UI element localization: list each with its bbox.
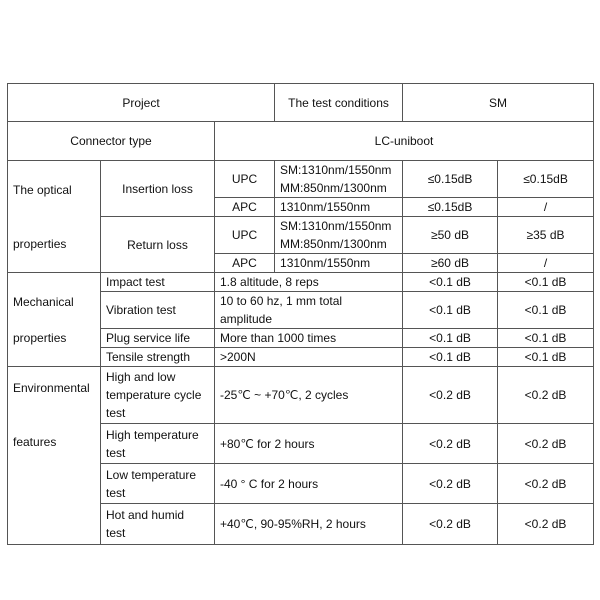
mech-test-1: Vibration test: [101, 292, 215, 329]
env-sm-0: <0.2 dB: [403, 367, 498, 424]
env-mm-2: <0.2 dB: [498, 464, 594, 504]
header-sm: SM: [403, 84, 594, 122]
mech-mm-1: <0.1 dB: [498, 292, 594, 329]
insertion-upc-cond-line1: SM:1310nm/1550nm: [280, 163, 392, 177]
env-test-2: [101, 464, 215, 504]
insertion-upc-polish: UPC: [215, 161, 275, 198]
env-condition-2: -40 ° C for 2 hours: [215, 464, 403, 504]
header-project: Project: [8, 84, 275, 122]
mech-condition-2: More than 1000 times: [215, 329, 403, 348]
return-upc-sm: ≥50 dB: [403, 217, 498, 254]
return-upc-condition: [275, 217, 403, 254]
return-upc-mm: ≥35 dB: [498, 217, 594, 254]
header-test-conditions: The test conditions: [275, 84, 403, 122]
return-loss-label: Return loss: [101, 217, 215, 273]
mech-test-0: Impact test: [101, 273, 215, 292]
env-test-1-line1: High temperature: [106, 427, 199, 442]
mech-condition-1: 10 to 60 hz, 1 mm total amplitude: [215, 292, 403, 329]
insertion-upc-sm: ≤0.15dB: [403, 161, 498, 198]
return-apc-mm: /: [498, 254, 594, 273]
connector-row: [8, 122, 594, 161]
header-row: [8, 84, 594, 122]
mech-sm-3: <0.1 dB: [403, 348, 498, 367]
optical-label-line2: properties: [13, 236, 67, 251]
environmental-label-line2: features: [13, 435, 57, 449]
env-test-3-line2: test: [106, 526, 126, 540]
return-upc-polish: UPC: [215, 217, 275, 254]
insertion-apc-polish: APC: [215, 198, 275, 217]
mechanical-label-line2: properties: [13, 330, 67, 345]
mech-test-2: Plug service life: [101, 329, 215, 348]
mech-sm-1: <0.1 dB: [403, 292, 498, 329]
insertion-upc-cond-line2: MM:850nm/1300nm: [280, 181, 387, 195]
env-sm-2: <0.2 dB: [403, 464, 498, 504]
mech-mm-2: <0.1 dB: [498, 329, 594, 348]
env-sm-1: <0.2 dB: [403, 424, 498, 464]
return-upc-cond-line2: MM:850nm/1300nm: [280, 237, 387, 251]
mechanical-section-label: [8, 273, 101, 367]
mechanical-label-line1: Mechanical: [13, 294, 74, 309]
mech-test-3: Tensile strength: [101, 348, 215, 367]
env-test-2-line2: test: [106, 485, 126, 500]
mech-sm-2: <0.1 dB: [403, 329, 498, 348]
env-condition-1: +80℃ for 2 hours: [215, 424, 403, 464]
env-mm-1: <0.2 dB: [498, 424, 594, 464]
env-mm-3: <0.2 dB: [498, 504, 594, 545]
return-apc-condition: 1310nm/1550nm: [275, 254, 403, 273]
env-sm-3: <0.2 dB: [403, 504, 498, 545]
spec-table: [7, 83, 594, 545]
environmental-label-line1: Environmental: [13, 381, 90, 395]
table-row: [8, 367, 594, 424]
env-condition-3: +40℃, 90-95%RH, 2 hours: [215, 504, 403, 545]
return-upc-cond-line1: SM:1310nm/1550nm: [280, 219, 392, 233]
return-apc-sm: ≥60 dB: [403, 254, 498, 273]
mech-mm-3: <0.1 dB: [498, 348, 594, 367]
env-test-1: [101, 424, 215, 464]
connector-value: LC-uniboot: [215, 122, 594, 161]
env-test-0: [101, 367, 215, 424]
insertion-apc-mm: /: [498, 198, 594, 217]
mech-condition-0: 1.8 altitude, 8 reps: [215, 273, 403, 292]
table-row: [8, 161, 594, 198]
environmental-section-label: [8, 367, 101, 545]
connector-label: Connector type: [8, 122, 215, 161]
insertion-upc-condition: [275, 161, 403, 198]
mech-sm-0: <0.1 dB: [403, 273, 498, 292]
env-test-3: [101, 504, 215, 545]
env-test-0-line1: High and low: [106, 370, 176, 384]
optical-label-line1: The optical: [13, 182, 72, 197]
env-test-2-line1: Low temperature: [106, 467, 197, 482]
env-condition-0: -25℃ ~ +70℃, 2 cycles: [215, 367, 403, 424]
mech-mm-0: <0.1 dB: [498, 273, 594, 292]
insertion-loss-label: Insertion loss: [101, 161, 215, 217]
table-row: [8, 273, 594, 292]
env-test-0-line3: test: [106, 406, 126, 420]
env-test-3-line1: Hot and humid: [106, 508, 185, 522]
mech-condition-3: >200N: [215, 348, 403, 367]
env-mm-0: <0.2 dB: [498, 367, 594, 424]
insertion-apc-condition: 1310nm/1550nm: [275, 198, 403, 217]
optical-section-label: [8, 161, 101, 273]
env-test-1-line2: test: [106, 445, 126, 460]
return-apc-polish: APC: [215, 254, 275, 273]
insertion-upc-mm: ≤0.15dB: [498, 161, 594, 198]
env-test-0-line2: temperature cycle: [106, 388, 202, 402]
insertion-apc-sm: ≤0.15dB: [403, 198, 498, 217]
